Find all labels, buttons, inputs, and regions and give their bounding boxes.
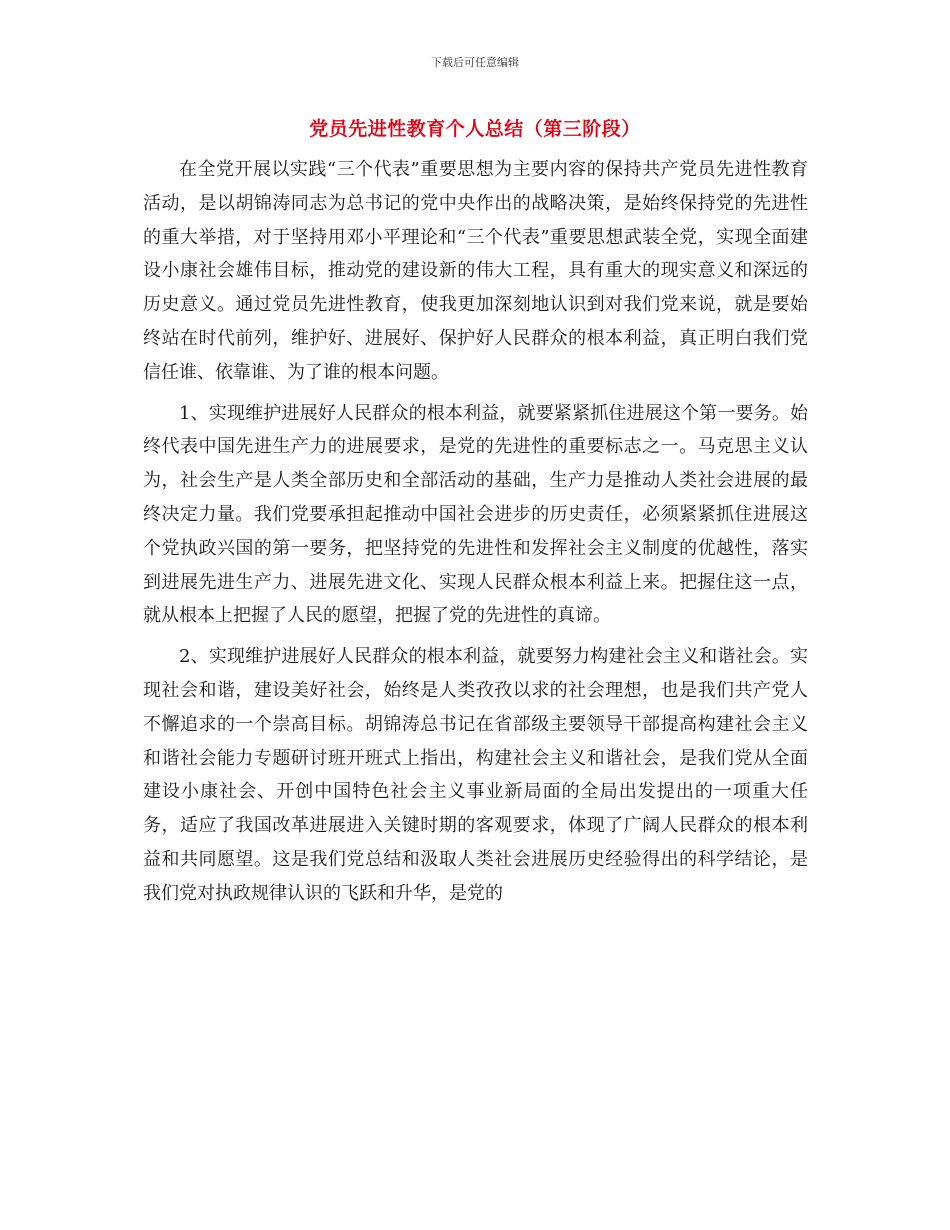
document-title: 党员先进性教育个人总结（第三阶段） bbox=[309, 118, 641, 140]
paragraph: 2、实现维护进展好人民群众的根本利益，就要努力构建社会主义和谐社会。实现社会和谐，建设美好社会，始终是人类孜孜以求的社会理想，也是我们共产党人不懈追求的一个崇高目标。胡锦涛总书记在省部级主要领导干部提高构建社会主义和谐社会能力专题研讨班开班式上指出，构建社会主义和谐社会，是我们党从全面建设小康社会、开创中国特色社会主义事业新局面的全局出发提出的一项重大任务，适应了我国改革进展进入关键时期的客观要求，体现了广阔人民群众的根本利益和共同愿望。这是我们党总结和汲取人类社会进展历史经验得出的科学结论，是我们党对执政规律认识的飞跃和升华，是党的 bbox=[143, 646, 808, 904]
document-body bbox=[143, 153, 808, 911]
paragraph: 在全党开展以实践“三个代表”重要思想为主要内容的保持共产党员先进性教育活动，是以胡锦涛同志为总书记的党中央作出的战略决策，是始终保持党的先进性的重大举措，对于坚持用邓小平理论和“三个代表”重要思想武装全党，实现全面建设小康社会雄伟目标，推动党的建设新的伟大工程，具有重大的现实意义和深远的历史意义。通过党员先进性教育，使我更加深刻地认识到对我们党来说，就是要始终站在时代前列，维护好、进展好、保护好人民群众的根本利益，真正明白我们党信任谁、依靠谁、为了谁的根本问题。 bbox=[143, 159, 808, 383]
header-note: 下载后可任意编辑 bbox=[431, 56, 519, 69]
paragraph: 1、实现维护进展好人民群众的根本利益，就要紧紧抓住进展这个第一要务。始终代表中国先进生产力的进展要求，是党的先进性的重要标志之一。马克思主义认为，社会生产是人类全部历史和全部活动的基础，生产力是推动人类社会进展的最终决定力量。我们党要承担起推动中国社会进步的历史责任，必须紧紧抓住进展这个党执政兴国的第一要务，把坚持党的先进性和发挥社会主义制度的优越性，落实到进展先进生产力、进展先进文化、实现人民群众根本利益上来。把握住这一点，就从根本上把握了人民的愿望，把握了党的先进性的真谛。 bbox=[143, 402, 808, 627]
